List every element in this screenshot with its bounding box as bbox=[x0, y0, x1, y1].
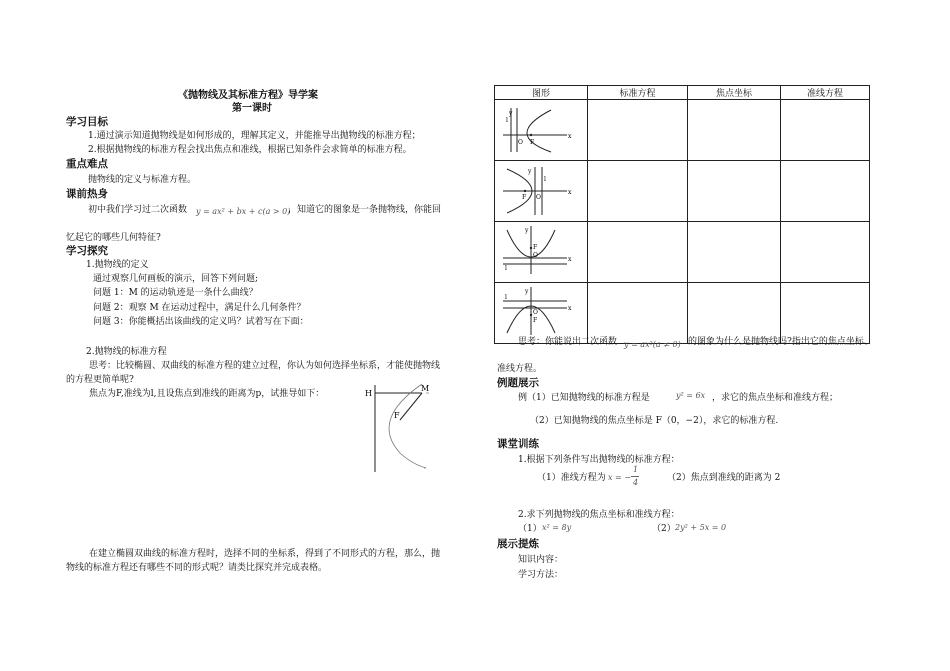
table-cell-figure bbox=[495, 161, 588, 222]
graph-opens-up bbox=[495, 222, 587, 278]
practice-1a-pre: （1）准线方程为 bbox=[537, 473, 606, 483]
example-1-formula: y² = 6x bbox=[676, 391, 706, 400]
explore-2-title: 2.抛物线的标准方程 bbox=[86, 347, 167, 357]
think-formula: y = ax²(a ≠ 0) bbox=[624, 340, 681, 349]
axis-y-label: y bbox=[528, 168, 532, 175]
practice-1-title: 1.根据下列条件写出抛物线的标准方程： bbox=[518, 455, 680, 465]
table-row bbox=[495, 100, 870, 161]
question-3: 问题 3：你能概括出该曲线的定义吗？试着写在下面： bbox=[93, 317, 309, 327]
table-cell-figure bbox=[495, 222, 588, 283]
table-header-row bbox=[495, 86, 870, 100]
question-2: 问题 2：观察 M 在运动过程中，满足什么几何条件？ bbox=[93, 303, 306, 313]
table-cell[interactable] bbox=[588, 161, 688, 222]
practice-1b: （2）焦点到准线的距离为 2 bbox=[667, 473, 781, 483]
explore-1-intro: 通过观察几何画板的演示，回答下列问题; bbox=[93, 274, 259, 284]
origin-label: O bbox=[533, 309, 538, 316]
table-cell[interactable] bbox=[781, 161, 870, 222]
focus-label: F bbox=[533, 317, 538, 324]
explore-2-focus: 焦点为F,准线为l,且设焦点到准线的距离为p，试推导如下： bbox=[89, 389, 325, 399]
heading-goals: 学习目标 bbox=[66, 116, 108, 128]
axis-x-label: x bbox=[568, 133, 572, 140]
graph-opens-right bbox=[495, 100, 587, 156]
focus-label: F bbox=[522, 194, 527, 201]
summary-knowledge: 知识内容： bbox=[518, 555, 564, 565]
table-cell[interactable] bbox=[781, 222, 870, 283]
directrix-label: l bbox=[544, 176, 546, 183]
warmup-text-post: ，知道它的图象是一条抛物线，你能回 bbox=[288, 205, 442, 215]
practice-2b-formula: 2y² + 5x = 0 bbox=[675, 523, 727, 532]
practice-1a-formula: x = − bbox=[608, 473, 632, 482]
goal-2: 2.根据抛物线的标准方程会找出焦点和准线，根据已知条件会求简单的标准方程。 bbox=[88, 145, 412, 155]
table-cell[interactable] bbox=[781, 100, 870, 161]
table-cell[interactable] bbox=[688, 222, 781, 283]
axis-y-label: y bbox=[525, 227, 529, 234]
axis-x-label: x bbox=[568, 256, 572, 263]
explore-1-title: 1.抛物线的定义 bbox=[86, 260, 149, 270]
bottom-text-line1: 在建立椭圆双曲线的标准方程时，选择不同的坐标系，得到了不同形式的方程，那么，抛 bbox=[89, 549, 441, 559]
practice-2a-formula: x² = 8y bbox=[542, 523, 572, 532]
parabola-forms-table bbox=[494, 85, 870, 344]
summary-methods: 学习方法： bbox=[518, 570, 564, 580]
table-row bbox=[495, 161, 870, 222]
heading-explore: 学习探究 bbox=[66, 245, 108, 257]
practice-2-title: 2.求下列抛物线的焦点坐标和准线方程： bbox=[518, 510, 680, 520]
axis-x-label: x bbox=[568, 189, 572, 196]
think-text-post: 的图象为什么是抛物线吗?指出它的焦点坐标、 bbox=[688, 337, 873, 347]
axis-x-label: x bbox=[568, 305, 572, 312]
example-1-pre: 例（1）已知抛物线的标准方程是 bbox=[518, 393, 650, 403]
point-h-label: H bbox=[365, 389, 372, 398]
heading-examples: 例题展示 bbox=[497, 377, 539, 389]
table-cell[interactable] bbox=[688, 100, 781, 161]
header-focus: 焦点坐标 bbox=[688, 86, 781, 100]
goal-1: 1.通过演示知道抛物线是如何形成的，理解其定义，并能推导出抛物线的标准方程； bbox=[88, 131, 421, 141]
practice-2b-pre: （2） bbox=[652, 524, 676, 534]
warmup-text-line2: 忆起它的哪些几何特征? bbox=[66, 233, 161, 243]
heading-key-points: 重点难点 bbox=[66, 158, 108, 170]
table-cell[interactable] bbox=[688, 161, 781, 222]
doc-subtitle: 第一课时 bbox=[232, 103, 272, 114]
question-1: 问题 1：M 的运动轨迹是一条什么曲线？ bbox=[93, 288, 258, 298]
graph-opens-left bbox=[495, 161, 587, 217]
header-standard-equation: 标准方程 bbox=[588, 86, 688, 100]
origin-label: O bbox=[536, 194, 541, 201]
origin-label: O bbox=[518, 139, 523, 146]
header-figure: 图形 bbox=[495, 86, 588, 100]
think-text-line2: 准线方程。 bbox=[497, 364, 543, 374]
origin-label: O bbox=[533, 252, 538, 259]
directrix-label: l bbox=[506, 117, 508, 124]
example-2: （2）已知抛物线的焦点坐标是 F（0，−2），求它的标准方程. bbox=[530, 416, 779, 426]
think-text-pre: 思考：你能说出二次函数 bbox=[518, 337, 618, 347]
focus-label: F bbox=[533, 244, 538, 251]
practice-1a-numerator: 1 bbox=[633, 465, 639, 474]
key-text: 抛物线的定义与标准方程。 bbox=[88, 175, 197, 185]
warmup-text-pre: 初中我们学习过二次函数 bbox=[88, 205, 188, 215]
focus-label: F bbox=[530, 139, 535, 146]
practice-2a-pre: （1） bbox=[518, 524, 542, 534]
graph-opens-down bbox=[495, 283, 587, 339]
directrix-label: l bbox=[505, 265, 507, 272]
header-directrix: 准线方程 bbox=[781, 86, 870, 100]
explore-2-think-line2: 的方程更简单呢? bbox=[66, 375, 134, 385]
heading-practice: 课堂训练 bbox=[497, 438, 539, 450]
table-row bbox=[495, 222, 870, 283]
warmup-formula: y = ax² + bx + c(a > 0) bbox=[196, 207, 291, 216]
heading-summary: 展示提炼 bbox=[497, 538, 539, 550]
practice-1a-denominator: 4 bbox=[633, 478, 639, 487]
fraction-bar bbox=[631, 476, 639, 477]
table-cell[interactable] bbox=[588, 100, 688, 161]
point-m-label: M bbox=[421, 384, 430, 393]
bottom-text-line2: 物线的标准方程还有哪些不同的形式呢？请类比探究并完成表格。 bbox=[66, 563, 328, 573]
explore-2-think-line1: 思考：比较椭圆、双曲线的标准方程的建立过程，你认为如何选择坐标系，才能使抛物线 bbox=[89, 361, 441, 371]
axis-y-label: y bbox=[525, 288, 529, 295]
heading-warmup: 课前热身 bbox=[66, 188, 108, 200]
table-cell-figure bbox=[495, 100, 588, 161]
example-1-post: ，求它的焦点坐标和准线方程； bbox=[712, 393, 839, 403]
table-cell[interactable] bbox=[588, 222, 688, 283]
parabola-definition-figure bbox=[360, 380, 450, 475]
doc-title: 《抛物线及其标准方程》导学案 bbox=[178, 90, 318, 101]
directrix-label: l bbox=[505, 294, 507, 301]
point-f-label: F bbox=[394, 411, 400, 420]
axis-y-label: y bbox=[509, 110, 513, 117]
